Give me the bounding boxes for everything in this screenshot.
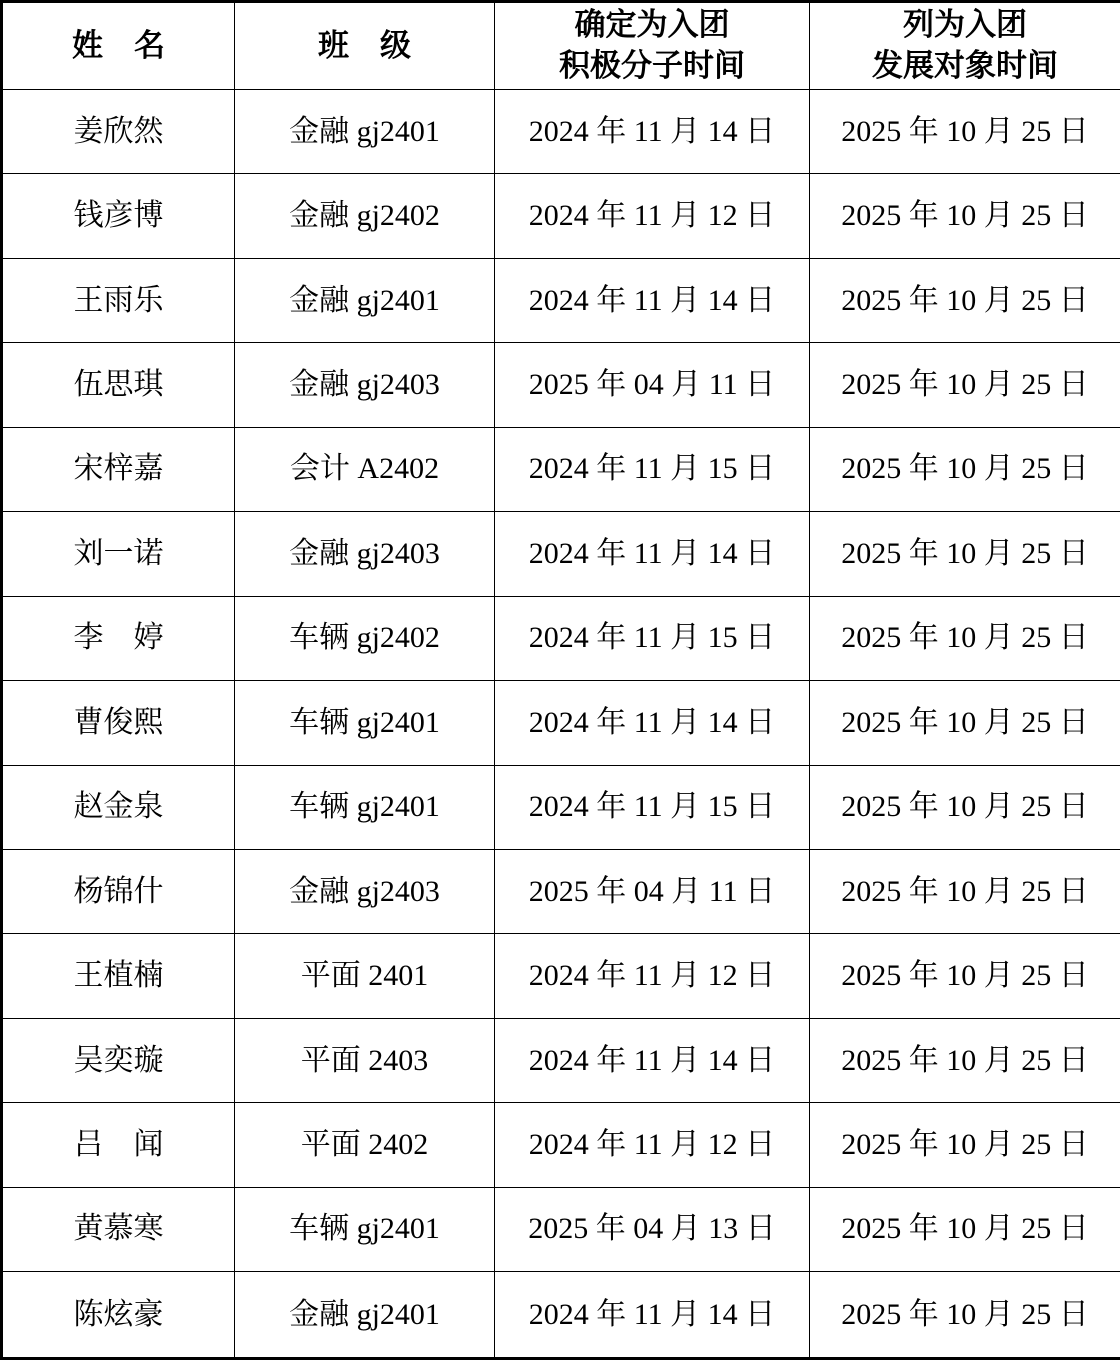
activist-date-cell: 2024 年 11 月 14 日: [495, 1272, 810, 1359]
class-cell: 车辆 gj2401: [235, 765, 495, 849]
class-cell: 会计 A2402: [235, 427, 495, 511]
development-date-cell: 2025 年 10 月 25 日: [810, 765, 1120, 849]
development-date-cell: 2025 年 10 月 25 日: [810, 934, 1120, 1018]
table-row: [2, 258, 1120, 342]
activist-date-cell: 2025 年 04 月 11 日: [495, 343, 810, 427]
name-cell: 伍思琪: [2, 343, 235, 427]
table-row: [2, 1018, 1120, 1102]
development-date-cell: 2025 年 10 月 25 日: [810, 1187, 1120, 1271]
header-development-date-line1: 列为入团: [903, 7, 1027, 43]
table-row: [2, 849, 1120, 933]
table-row: [2, 934, 1120, 1018]
name-cell: 钱彦博: [2, 174, 235, 258]
header-development-date: [810, 2, 1120, 90]
header-name: 姓 名: [2, 2, 235, 90]
activist-date-cell: 2024 年 11 月 15 日: [495, 596, 810, 680]
table-row: [2, 765, 1120, 849]
table-row: [2, 174, 1120, 258]
activist-date-cell: 2024 年 11 月 12 日: [495, 1103, 810, 1187]
activist-date-cell: 2024 年 11 月 14 日: [495, 681, 810, 765]
name-cell: 王雨乐: [2, 258, 235, 342]
class-cell: 金融 gj2402: [235, 174, 495, 258]
name-cell: 刘一诺: [2, 512, 235, 596]
table-row: [2, 512, 1120, 596]
name-cell: 李 婷: [2, 596, 235, 680]
activist-date-cell: 2025 年 04 月 11 日: [495, 849, 810, 933]
table-row: [2, 596, 1120, 680]
activist-date-cell: 2025 年 04 月 13 日: [495, 1187, 810, 1271]
class-cell: 车辆 gj2401: [235, 1187, 495, 1271]
class-cell: 金融 gj2403: [235, 512, 495, 596]
class-cell: 金融 gj2401: [235, 1272, 495, 1359]
activist-date-cell: 2024 年 11 月 15 日: [495, 427, 810, 511]
activist-date-cell: 2024 年 11 月 14 日: [495, 90, 810, 174]
class-cell: 金融 gj2401: [235, 258, 495, 342]
activist-date-cell: 2024 年 11 月 14 日: [495, 512, 810, 596]
development-date-cell: 2025 年 10 月 25 日: [810, 1018, 1120, 1102]
class-cell: 金融 gj2403: [235, 343, 495, 427]
activist-date-cell: 2024 年 11 月 12 日: [495, 174, 810, 258]
name-cell: 吴奕璇: [2, 1018, 235, 1102]
header-development-date-line2: 发展对象时间: [872, 48, 1058, 83]
name-cell: 姜欣然: [2, 90, 235, 174]
name-cell: 赵金泉: [2, 765, 235, 849]
development-date-cell: 2025 年 10 月 25 日: [810, 1103, 1120, 1187]
development-date-cell: 2025 年 10 月 25 日: [810, 596, 1120, 680]
header-row: [2, 2, 1120, 90]
development-date-cell: 2025 年 10 月 25 日: [810, 849, 1120, 933]
name-cell: 曹俊熙: [2, 681, 235, 765]
activist-date-cell: 2024 年 11 月 15 日: [495, 765, 810, 849]
header-activist-date-line2: 积极分子时间: [559, 48, 745, 83]
development-date-cell: 2025 年 10 月 25 日: [810, 174, 1120, 258]
header-activist-date-line1: 确定为入团: [574, 7, 730, 43]
table-row: [2, 90, 1120, 174]
development-date-cell: 2025 年 10 月 25 日: [810, 90, 1120, 174]
class-cell: 车辆 gj2401: [235, 681, 495, 765]
class-cell: 金融 gj2403: [235, 849, 495, 933]
header-class: 班 级: [235, 2, 495, 90]
name-cell: 陈炫豪: [2, 1272, 235, 1359]
development-date-cell: 2025 年 10 月 25 日: [810, 1272, 1120, 1359]
development-date-cell: 2025 年 10 月 25 日: [810, 343, 1120, 427]
table-row: [2, 1272, 1120, 1359]
class-cell: 平面 2403: [235, 1018, 495, 1102]
table-row: [2, 343, 1120, 427]
table-row: [2, 681, 1120, 765]
development-date-cell: 2025 年 10 月 25 日: [810, 681, 1120, 765]
class-cell: 平面 2401: [235, 934, 495, 1018]
activist-date-cell: 2024 年 11 月 14 日: [495, 1018, 810, 1102]
class-cell: 金融 gj2401: [235, 90, 495, 174]
name-cell: 杨锦什: [2, 849, 235, 933]
name-cell: 王植楠: [2, 934, 235, 1018]
table-row: [2, 1103, 1120, 1187]
activist-date-cell: 2024 年 11 月 12 日: [495, 934, 810, 1018]
class-cell: 车辆 gj2402: [235, 596, 495, 680]
header-activist-date: [495, 2, 810, 90]
activist-date-cell: 2024 年 11 月 14 日: [495, 258, 810, 342]
name-cell: 宋梓嘉: [2, 427, 235, 511]
development-date-cell: 2025 年 10 月 25 日: [810, 512, 1120, 596]
development-date-cell: 2025 年 10 月 25 日: [810, 258, 1120, 342]
name-cell: 黄慕寒: [2, 1187, 235, 1271]
class-cell: 平面 2402: [235, 1103, 495, 1187]
development-date-cell: 2025 年 10 月 25 日: [810, 427, 1120, 511]
table-row: [2, 427, 1120, 511]
name-cell: 吕 闻: [2, 1103, 235, 1187]
table-row: [2, 1187, 1120, 1271]
